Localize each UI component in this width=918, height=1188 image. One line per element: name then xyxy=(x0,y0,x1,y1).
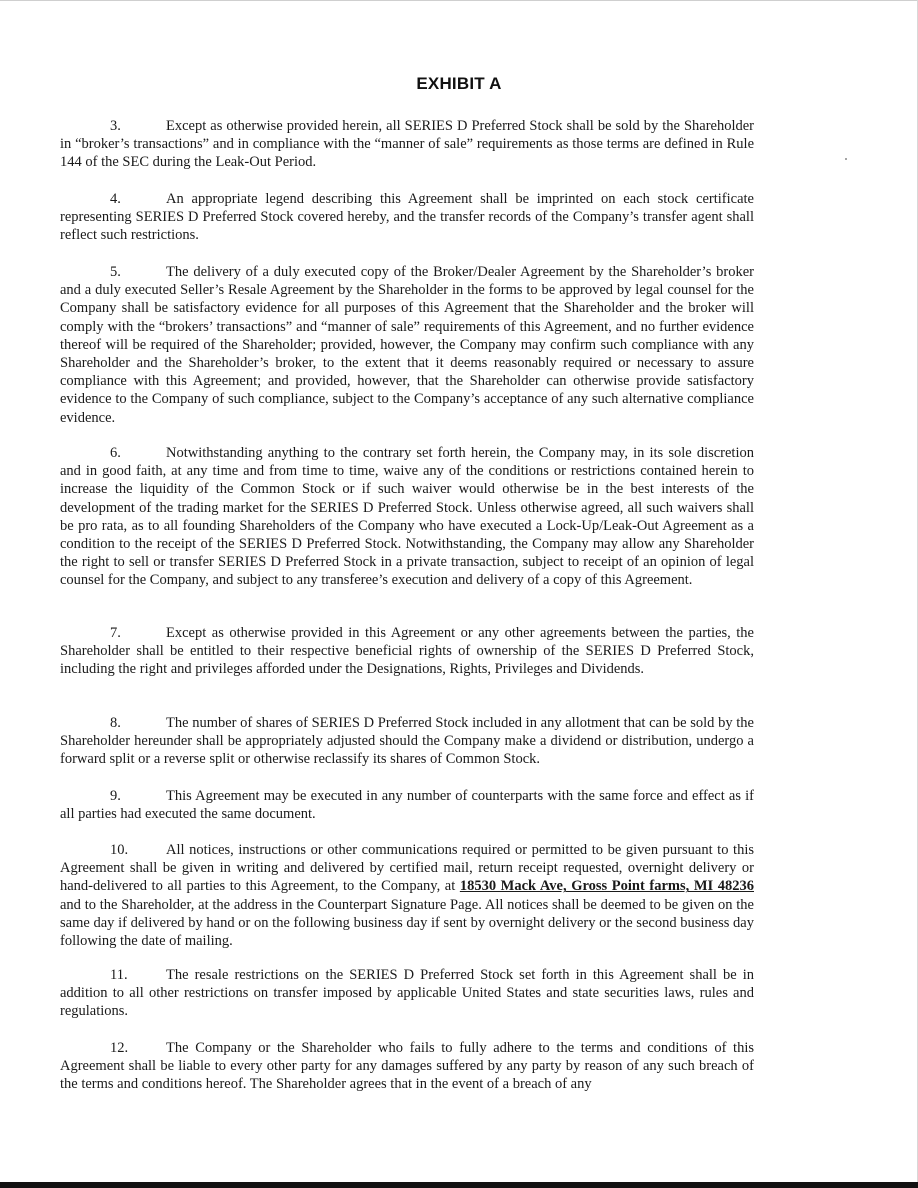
paragraph-8 xyxy=(60,714,754,769)
paragraph-text: Except as otherwise provided in this Agreement or any other agreements between the parties, the Shareholder shall be entitled to their respective beneficial rights of ownership of the SERIES D Preferred Stock, including the right and privileges afforded under the Designations, Rights, Privileges and Dividends. xyxy=(60,625,754,678)
exhibit-title: EXHIBIT A xyxy=(416,74,502,93)
paragraph-number: 6. xyxy=(110,445,121,461)
page-edge-top xyxy=(0,0,918,1)
paragraph-3 xyxy=(60,117,754,172)
paragraph-text: and to the Shareholder, at the address in the Counterpart Signature Page. All notices shall be deemed to be given on the same day if delivered by hand or on the following business day if sent by overnight delivery or the second business day following the date of mailing. xyxy=(60,896,754,950)
paragraph-text: This Agreement may be executed in any number of counterparts with the same force and effect as if all parties had executed the same document. xyxy=(60,788,754,823)
scan-speck xyxy=(845,158,847,160)
paragraph-number: 4. xyxy=(110,191,121,207)
paragraph-number: 8. xyxy=(110,715,121,731)
paragraph-number: 9. xyxy=(110,788,121,804)
paragraph-number: 3. xyxy=(110,118,121,134)
paragraph-12 xyxy=(60,1039,754,1094)
paragraph-number: 10. xyxy=(110,842,129,858)
paragraph-11 xyxy=(60,966,754,1021)
paragraph-text: All notices, instructions or other communications required or permitted to be given pursuant to this Agreement shall be given in writing and delivered by certified mail, return receipt requested, overnight delivery or hand-delivered to all parties to this Agreement, to the Company, at xyxy=(60,842,754,895)
paragraph-text: The delivery of a duly executed copy of the Broker/Dealer Agreement by the Shareholder’s broker and a duly executed Seller’s Resale Agreement by the Shareholder in the forms to be approved by legal counsel for the Company shall be satisfactory evidence for all purposes of this Agreement that the Shareholder and the broker will comply with the “brokers’ transactions” and “manner of sale” requirements of this Agreement, and no further evidence thereof will be required of the Shareholder; provided, however, the Company may confirm such compliance with any Shareholder and the Shareholder’s broker, to the extent that it deems reasonably required or necessary to assure compliance with this Agreement; and provided, however, that the Shareholder can otherwise provide satisfactory evidence to the Company of such compliance, subject to the Company’s acceptance of any such alternative compliance evidence. xyxy=(60,264,754,426)
company-address: 18530 Mack Ave, Gross Point farms, MI 48236 xyxy=(459,878,754,895)
paragraph-text: The resale restrictions on the SERIES D Preferred Stock set forth in this Agreement shall be in addition to all other restrictions on transfer imposed by applicable United States and state securities laws, rules and regulations. xyxy=(60,967,754,1020)
paragraph-number: 5. xyxy=(110,264,121,280)
paragraph-6 xyxy=(60,444,754,590)
paragraph-4 xyxy=(60,190,754,245)
paragraph-text: The number of shares of SERIES D Preferred Stock included in any allotment that can be sold by the Shareholder hereunder shall be appropriately adjusted should the Company make a dividend or distribution, undergo a forward split or a reverse split or otherwise reclassify its shares of Common Stock. xyxy=(60,715,754,768)
paragraph-5 xyxy=(60,263,754,427)
paragraph-text: The Company or the Shareholder who fails to fully adhere to the terms and conditions of this Agreement shall be liable to every other party for any damages suffered by any party by reason of any such breach of the terms and conditions hereof. The Shareholder agrees that in the event of a breach of any xyxy=(60,1040,754,1093)
paragraph-9 xyxy=(60,787,754,823)
paragraph-number: 11. xyxy=(110,967,128,983)
paragraph-text: An appropriate legend describing this Agreement shall be imprinted on each stock certificate representing SERIES D Preferred Stock covered hereby, and the transfer records of the Company’s transfer agent shall reflect such restrictions. xyxy=(60,191,754,244)
paragraph-text: Notwithstanding anything to the contrary set forth herein, the Company may, in its sole discretion and in good faith, at any time and from time to time, waive any of the conditions or restrictions contained herein to increase the liquidity of the Common Stock or if such waiver would otherwise be in the best interests of the development of the trading market for the SERIES D Preferred Stock. Unless otherwise agreed, all such waivers shall be pro rata, as to all founding Shareholders of the Company who have executed a Lock-Up/Leak-Out Agreement as a condition to the receipt of the SERIES D Preferred Stock. Notwithstanding, the Company may allow any Shareholder the right to sell or transfer SERIES D Preferred Stock in a private transaction, subject to receipt of an opinion of legal counsel for the Company, and subject to any transferee’s execution and delivery of a copy of this Agreement. xyxy=(60,445,754,589)
paragraph-number: 7. xyxy=(110,625,121,641)
paragraph-number: 12. xyxy=(110,1040,129,1056)
page-edge-bottom xyxy=(0,1182,918,1188)
paragraph-text: Except as otherwise provided herein, all SERIES D Preferred Stock shall be sold by the Shareholder in “broker’s transactions” and in compliance with the “manner of sale” requirements as those terms are defined in Rule 144 of the SEC during the Leak-Out Period. xyxy=(60,118,754,171)
paragraph-10 xyxy=(60,841,754,950)
paragraph-7 xyxy=(60,624,754,679)
